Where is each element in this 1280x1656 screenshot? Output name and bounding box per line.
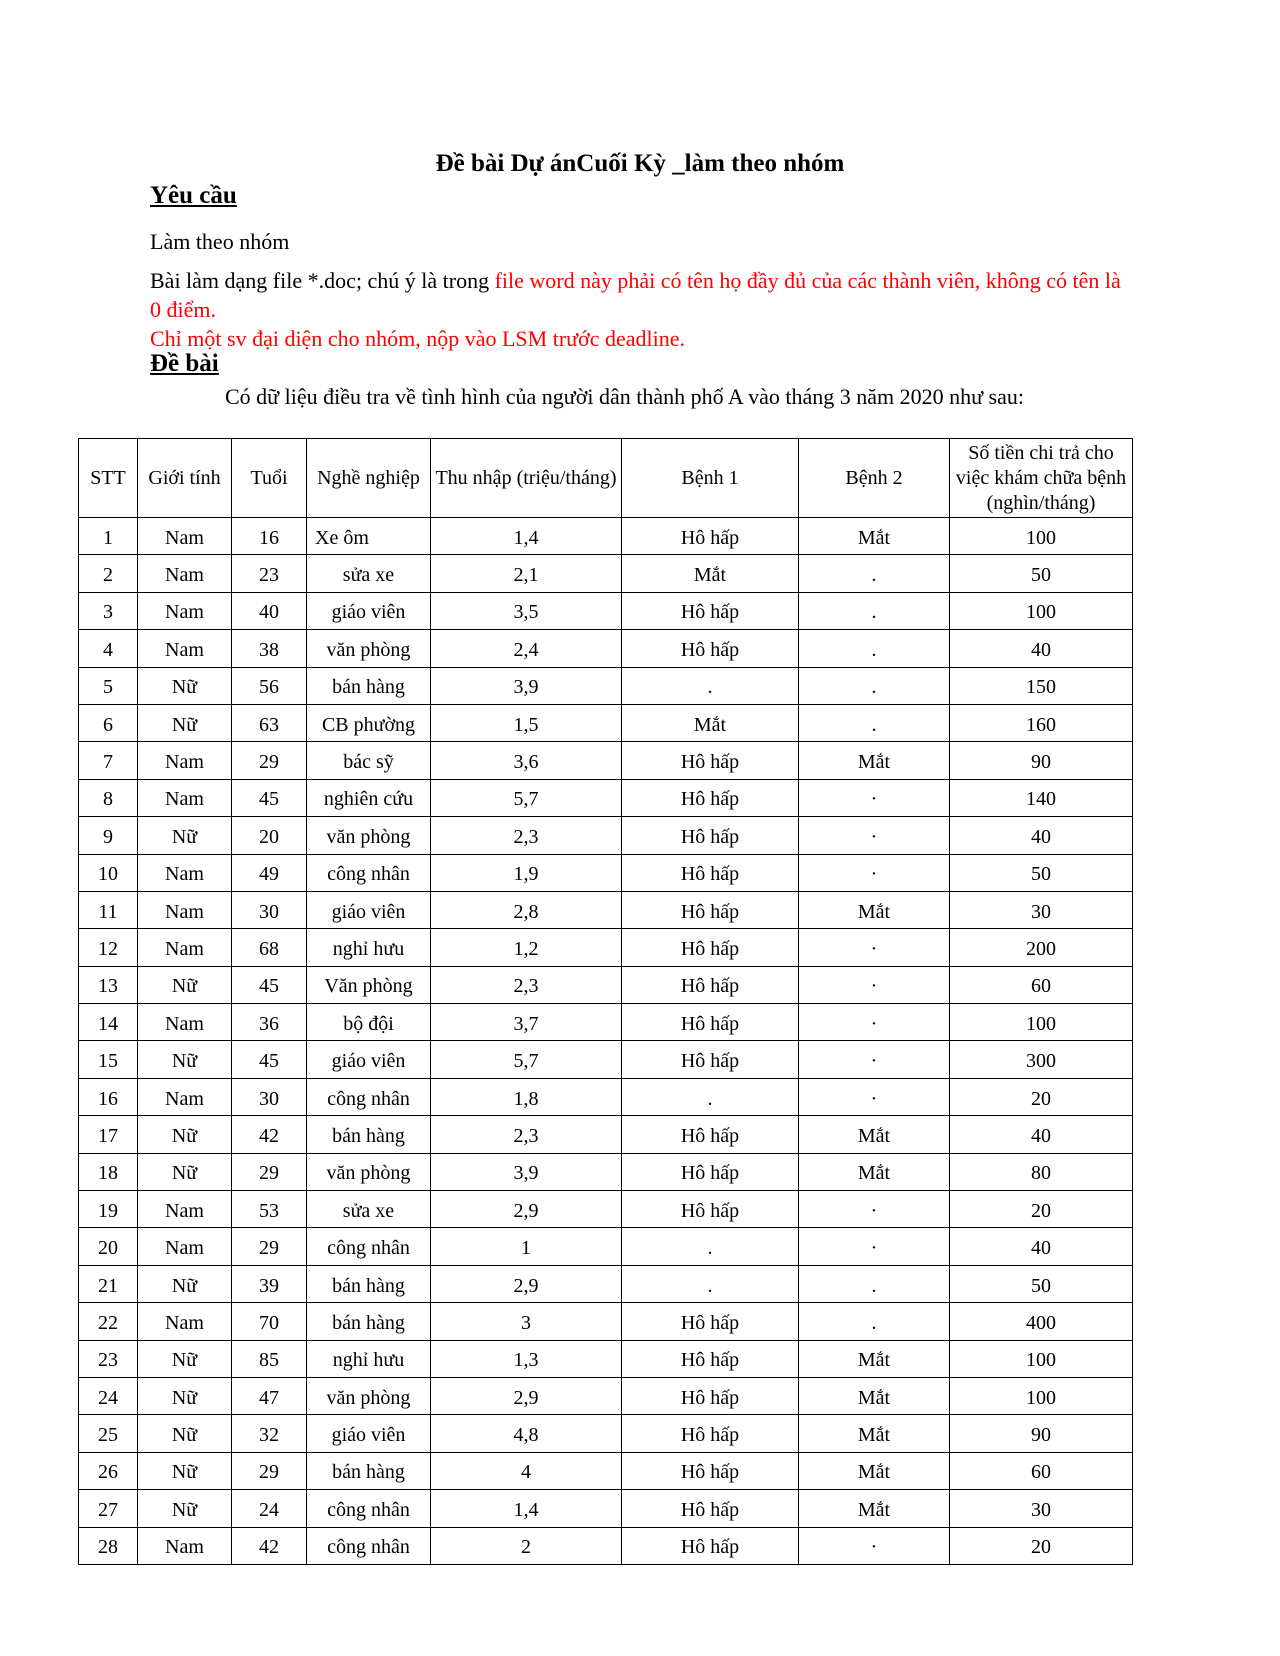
- cell-income: 1,2: [431, 929, 622, 966]
- cell-age: 24: [232, 1490, 307, 1527]
- cell-disease-1: Hô hấp: [622, 630, 799, 667]
- cell-stt: 20: [79, 1228, 138, 1265]
- table-row: [79, 1340, 1133, 1377]
- cell-stt: 18: [79, 1153, 138, 1190]
- table-row: [79, 742, 1133, 779]
- cell-medical-cost: 50: [950, 555, 1133, 592]
- cell-disease-2: .: [799, 1303, 950, 1340]
- cell-disease-2: ·: [799, 1527, 950, 1564]
- cell-disease-1: Hô hấp: [622, 854, 799, 891]
- cell-disease-2: ·: [799, 1191, 950, 1228]
- survey-table: [78, 438, 1133, 1565]
- cell-disease-1: Hô hấp: [622, 1303, 799, 1340]
- cell-medical-cost: 100: [950, 518, 1133, 555]
- cell-job: bán hàng: [307, 1265, 431, 1302]
- cell-stt: 27: [79, 1490, 138, 1527]
- table-row: [79, 704, 1133, 741]
- cell-gender: Nam: [138, 1078, 232, 1115]
- cell-disease-2: .: [799, 592, 950, 629]
- cell-job: văn phòng: [307, 1153, 431, 1190]
- cell-gender: Nam: [138, 854, 232, 891]
- cell-disease-2: ·: [799, 966, 950, 1003]
- cell-age: 49: [232, 854, 307, 891]
- table-row: [79, 817, 1133, 854]
- cell-gender: Nam: [138, 630, 232, 667]
- cell-medical-cost: 150: [950, 667, 1133, 704]
- table-row: [79, 966, 1133, 1003]
- cell-disease-2: ·: [799, 1228, 950, 1265]
- col-header-stt: STT: [79, 439, 138, 518]
- cell-disease-2: Mắt: [799, 1377, 950, 1414]
- cell-stt: 23: [79, 1340, 138, 1377]
- cell-stt: 15: [79, 1041, 138, 1078]
- cell-gender: Nữ: [138, 667, 232, 704]
- cell-disease-1: Hô hấp: [622, 966, 799, 1003]
- cell-disease-1: Hô hấp: [622, 1377, 799, 1414]
- cell-disease-1: Hô hấp: [622, 1153, 799, 1190]
- cell-disease-2: ·: [799, 1078, 950, 1115]
- cell-stt: 9: [79, 817, 138, 854]
- cell-job: giáo viên: [307, 1415, 431, 1452]
- cell-disease-2: Mắt: [799, 518, 950, 555]
- cell-disease-1: Mắt: [622, 704, 799, 741]
- cell-income: 2,8: [431, 891, 622, 928]
- cell-medical-cost: 90: [950, 742, 1133, 779]
- cell-gender: Nam: [138, 518, 232, 555]
- cell-stt: 7: [79, 742, 138, 779]
- cell-stt: 16: [79, 1078, 138, 1115]
- cell-job: bác sỹ: [307, 742, 431, 779]
- cell-disease-2: ·: [799, 854, 950, 891]
- cell-stt: 26: [79, 1452, 138, 1489]
- cell-gender: Nam: [138, 555, 232, 592]
- cell-gender: Nữ: [138, 1153, 232, 1190]
- cell-gender: Nam: [138, 1004, 232, 1041]
- cell-job: nghiên cứu: [307, 779, 431, 816]
- table-row: [79, 1527, 1133, 1564]
- cell-age: 29: [232, 1452, 307, 1489]
- cell-disease-2: Mắt: [799, 742, 950, 779]
- cell-medical-cost: 40: [950, 1116, 1133, 1153]
- cell-age: 70: [232, 1303, 307, 1340]
- cell-medical-cost: 80: [950, 1153, 1133, 1190]
- cell-stt: 11: [79, 891, 138, 928]
- cell-income: 2,3: [431, 817, 622, 854]
- cell-medical-cost: 300: [950, 1041, 1133, 1078]
- cell-stt: 10: [79, 854, 138, 891]
- cell-gender: Nữ: [138, 704, 232, 741]
- table-row: [79, 1116, 1133, 1153]
- cell-age: 40: [232, 592, 307, 629]
- cell-gender: Nam: [138, 1191, 232, 1228]
- cell-age: 30: [232, 891, 307, 928]
- cell-disease-1: Hô hấp: [622, 742, 799, 779]
- cell-disease-1: Hô hấp: [622, 1116, 799, 1153]
- cell-gender: Nữ: [138, 1116, 232, 1153]
- cell-job: công nhân: [307, 1490, 431, 1527]
- cell-medical-cost: 140: [950, 779, 1133, 816]
- cell-age: 68: [232, 929, 307, 966]
- table-row: [79, 1415, 1133, 1452]
- cell-age: 45: [232, 1041, 307, 1078]
- cell-income: 3,9: [431, 1153, 622, 1190]
- cell-income: 4: [431, 1452, 622, 1489]
- cell-gender: Nữ: [138, 1265, 232, 1302]
- cell-job: giáo viên: [307, 592, 431, 629]
- cell-medical-cost: 50: [950, 1265, 1133, 1302]
- table-row: [79, 854, 1133, 891]
- cell-disease-2: .: [799, 1265, 950, 1302]
- table-row: [79, 555, 1133, 592]
- cell-age: 29: [232, 1153, 307, 1190]
- requirements-heading: Yêu cầu: [150, 182, 237, 209]
- cell-gender: Nam: [138, 1228, 232, 1265]
- cell-stt: 17: [79, 1116, 138, 1153]
- page-title: Đề bài Dự ánCuối Kỳ _làm theo nhóm: [435, 150, 845, 177]
- table-row: [79, 929, 1133, 966]
- col-header-disease-1: Bệnh 1: [622, 439, 799, 518]
- table-row: [79, 592, 1133, 629]
- cell-age: 38: [232, 630, 307, 667]
- cell-disease-1: Hô hấp: [622, 518, 799, 555]
- cell-income: 3,6: [431, 742, 622, 779]
- cell-income: 2,1: [431, 555, 622, 592]
- cell-disease-2: Mắt: [799, 1340, 950, 1377]
- cell-disease-2: ·: [799, 929, 950, 966]
- cell-income: 3,7: [431, 1004, 622, 1041]
- cell-job: công nhân: [307, 1078, 431, 1115]
- cell-disease-1: Hô hấp: [622, 592, 799, 629]
- cell-disease-2: ·: [799, 1004, 950, 1041]
- cell-gender: Nam: [138, 1303, 232, 1340]
- cell-disease-1: Hô hấp: [622, 779, 799, 816]
- table-row: [79, 1078, 1133, 1115]
- cell-disease-2: .: [799, 667, 950, 704]
- cell-age: 36: [232, 1004, 307, 1041]
- cell-job: bộ đội: [307, 1004, 431, 1041]
- table-row: [79, 1153, 1133, 1190]
- cell-disease-1: Hô hấp: [622, 1490, 799, 1527]
- cell-medical-cost: 20: [950, 1078, 1133, 1115]
- cell-stt: 24: [79, 1377, 138, 1414]
- cell-medical-cost: 40: [950, 630, 1133, 667]
- requirement-line-2-text: Bài làm dạng file *.doc; chú ý là trong: [150, 268, 495, 293]
- table-row: [79, 1490, 1133, 1527]
- cell-income: 1,3: [431, 1340, 622, 1377]
- cell-disease-1: Hô hấp: [622, 1191, 799, 1228]
- table-row: [79, 1452, 1133, 1489]
- cell-job: văn phòng: [307, 817, 431, 854]
- cell-stt: 28: [79, 1527, 138, 1564]
- cell-gender: Nữ: [138, 817, 232, 854]
- cell-age: 42: [232, 1527, 307, 1564]
- cell-stt: 21: [79, 1265, 138, 1302]
- cell-age: 32: [232, 1415, 307, 1452]
- cell-income: 1,4: [431, 1490, 622, 1527]
- cell-age: 29: [232, 1228, 307, 1265]
- cell-medical-cost: 200: [950, 929, 1133, 966]
- cell-age: 53: [232, 1191, 307, 1228]
- cell-job: công nhân: [307, 1228, 431, 1265]
- cell-income: 1,5: [431, 704, 622, 741]
- table-row: [79, 667, 1133, 704]
- cell-medical-cost: 160: [950, 704, 1133, 741]
- cell-disease-1: Hô hấp: [622, 1415, 799, 1452]
- cell-age: 45: [232, 779, 307, 816]
- problem-heading: Đề bài: [150, 350, 219, 377]
- requirement-line-2-warning: file word này phải có tên họ đầy đủ của các thành viên, không có tên là 0 điểm.: [150, 268, 1121, 322]
- cell-disease-1: .: [622, 667, 799, 704]
- table-header-row: [79, 439, 1133, 518]
- cell-income: 2,4: [431, 630, 622, 667]
- cell-gender: Nữ: [138, 1452, 232, 1489]
- cell-job: bán hàng: [307, 667, 431, 704]
- cell-age: 45: [232, 966, 307, 1003]
- cell-disease-2: Mắt: [799, 1116, 950, 1153]
- cell-stt: 13: [79, 966, 138, 1003]
- cell-age: 63: [232, 704, 307, 741]
- col-header-medical-cost: Số tiền chi trả cho việc khám chữa bệnh (nghìn/tháng): [950, 439, 1133, 518]
- cell-medical-cost: 100: [950, 1377, 1133, 1414]
- cell-gender: Nam: [138, 592, 232, 629]
- cell-age: 29: [232, 742, 307, 779]
- cell-job: công nhân: [307, 854, 431, 891]
- cell-stt: 2: [79, 555, 138, 592]
- cell-gender: Nam: [138, 742, 232, 779]
- cell-income: 5,7: [431, 779, 622, 816]
- cell-disease-1: Hô hấp: [622, 1527, 799, 1564]
- cell-stt: 19: [79, 1191, 138, 1228]
- cell-medical-cost: 30: [950, 1490, 1133, 1527]
- table-body: [79, 518, 1133, 1565]
- cell-job: giáo viên: [307, 891, 431, 928]
- cell-disease-1: Hô hấp: [622, 1452, 799, 1489]
- cell-job: giáo viên: [307, 1041, 431, 1078]
- cell-income: 1,4: [431, 518, 622, 555]
- cell-income: 2,3: [431, 1116, 622, 1153]
- cell-disease-1: Hô hấp: [622, 929, 799, 966]
- cell-disease-1: Mắt: [622, 555, 799, 592]
- cell-disease-1: Hô hấp: [622, 817, 799, 854]
- cell-stt: 14: [79, 1004, 138, 1041]
- cell-medical-cost: 60: [950, 1452, 1133, 1489]
- cell-income: 3: [431, 1303, 622, 1340]
- cell-job: CB phường: [307, 704, 431, 741]
- cell-disease-2: .: [799, 704, 950, 741]
- cell-job: công nhân: [307, 1527, 431, 1564]
- cell-medical-cost: 100: [950, 592, 1133, 629]
- col-header-disease-2: Bệnh 2: [799, 439, 950, 518]
- cell-disease-1: .: [622, 1228, 799, 1265]
- table-row: [79, 1191, 1133, 1228]
- cell-disease-2: Mắt: [799, 1490, 950, 1527]
- cell-disease-1: Hô hấp: [622, 1340, 799, 1377]
- cell-medical-cost: 100: [950, 1340, 1133, 1377]
- table-row: [79, 1303, 1133, 1340]
- cell-age: 23: [232, 555, 307, 592]
- cell-medical-cost: 60: [950, 966, 1133, 1003]
- table-row: [79, 1377, 1133, 1414]
- cell-stt: 3: [79, 592, 138, 629]
- cell-disease-2: Mắt: [799, 1153, 950, 1190]
- cell-income: 2,9: [431, 1191, 622, 1228]
- cell-income: 2,3: [431, 966, 622, 1003]
- cell-income: 2: [431, 1527, 622, 1564]
- cell-medical-cost: 40: [950, 817, 1133, 854]
- cell-disease-1: Hô hấp: [622, 1004, 799, 1041]
- cell-job: Văn phòng: [307, 966, 431, 1003]
- col-header-income: Thu nhập (triệu/tháng): [431, 439, 622, 518]
- requirement-line-3: Chỉ một sv đại diện cho nhóm, nộp vào LSM trước deadline.: [150, 326, 685, 351]
- cell-income: 3,5: [431, 592, 622, 629]
- cell-disease-1: .: [622, 1265, 799, 1302]
- cell-medical-cost: 40: [950, 1228, 1133, 1265]
- cell-income: 5,7: [431, 1041, 622, 1078]
- cell-disease-2: ·: [799, 1041, 950, 1078]
- table-row: [79, 779, 1133, 816]
- problem-intro: Có dữ liệu điều tra về tình hình của người dân thành phố A vào tháng 3 năm 2020 như sau:: [225, 384, 1024, 409]
- cell-gender: Nữ: [138, 1041, 232, 1078]
- cell-job: bán hàng: [307, 1452, 431, 1489]
- cell-gender: Nữ: [138, 966, 232, 1003]
- cell-disease-2: Mắt: [799, 891, 950, 928]
- cell-age: 16: [232, 518, 307, 555]
- cell-medical-cost: 100: [950, 1004, 1133, 1041]
- cell-disease-2: .: [799, 630, 950, 667]
- cell-job: bán hàng: [307, 1116, 431, 1153]
- col-header-job: Nghề nghiệp: [307, 439, 431, 518]
- cell-disease-2: ·: [799, 817, 950, 854]
- cell-income: 4,8: [431, 1415, 622, 1452]
- cell-income: 1,8: [431, 1078, 622, 1115]
- cell-age: 47: [232, 1377, 307, 1414]
- cell-stt: 4: [79, 630, 138, 667]
- cell-medical-cost: 20: [950, 1527, 1133, 1564]
- cell-stt: 6: [79, 704, 138, 741]
- cell-age: 85: [232, 1340, 307, 1377]
- cell-disease-1: Hô hấp: [622, 891, 799, 928]
- cell-age: 42: [232, 1116, 307, 1153]
- cell-job: Xe ôm: [307, 518, 431, 555]
- cell-gender: Nữ: [138, 1490, 232, 1527]
- cell-disease-2: Mắt: [799, 1415, 950, 1452]
- cell-gender: Nữ: [138, 1415, 232, 1452]
- requirement-line-2: [150, 266, 1130, 324]
- table-row: [79, 1228, 1133, 1265]
- table-row: [79, 518, 1133, 555]
- cell-disease-1: .: [622, 1078, 799, 1115]
- cell-stt: 22: [79, 1303, 138, 1340]
- cell-medical-cost: 30: [950, 891, 1133, 928]
- cell-disease-2: ·: [799, 779, 950, 816]
- cell-disease-2: Mắt: [799, 1452, 950, 1489]
- cell-age: 56: [232, 667, 307, 704]
- cell-gender: Nam: [138, 929, 232, 966]
- cell-job: sửa xe: [307, 1191, 431, 1228]
- cell-job: văn phòng: [307, 630, 431, 667]
- cell-gender: Nam: [138, 891, 232, 928]
- cell-gender: Nam: [138, 779, 232, 816]
- cell-disease-2: .: [799, 555, 950, 592]
- cell-income: 1: [431, 1228, 622, 1265]
- table-row: [79, 1265, 1133, 1302]
- table-row: [79, 630, 1133, 667]
- cell-job: nghỉ hưu: [307, 929, 431, 966]
- table-row: [79, 1041, 1133, 1078]
- cell-job: nghỉ hưu: [307, 1340, 431, 1377]
- cell-income: 1,9: [431, 854, 622, 891]
- cell-stt: 25: [79, 1415, 138, 1452]
- col-header-age: Tuổi: [232, 439, 307, 518]
- cell-income: 2,9: [431, 1377, 622, 1414]
- requirement-line-1: Làm theo nhóm: [150, 229, 290, 254]
- table-row: [79, 1004, 1133, 1041]
- cell-stt: 1: [79, 518, 138, 555]
- cell-stt: 5: [79, 667, 138, 704]
- cell-job: văn phòng: [307, 1377, 431, 1414]
- cell-stt: 8: [79, 779, 138, 816]
- cell-job: bán hàng: [307, 1303, 431, 1340]
- cell-stt: 12: [79, 929, 138, 966]
- cell-job: sửa xe: [307, 555, 431, 592]
- cell-medical-cost: 20: [950, 1191, 1133, 1228]
- cell-age: 39: [232, 1265, 307, 1302]
- col-header-gender: Giới tính: [138, 439, 232, 518]
- cell-disease-1: Hô hấp: [622, 1041, 799, 1078]
- cell-gender: Nam: [138, 1527, 232, 1564]
- cell-medical-cost: 90: [950, 1415, 1133, 1452]
- cell-medical-cost: 400: [950, 1303, 1133, 1340]
- cell-age: 30: [232, 1078, 307, 1115]
- cell-income: 3,9: [431, 667, 622, 704]
- cell-medical-cost: 50: [950, 854, 1133, 891]
- cell-gender: Nữ: [138, 1340, 232, 1377]
- cell-age: 20: [232, 817, 307, 854]
- table-row: [79, 891, 1133, 928]
- cell-income: 2,9: [431, 1265, 622, 1302]
- cell-gender: Nữ: [138, 1377, 232, 1414]
